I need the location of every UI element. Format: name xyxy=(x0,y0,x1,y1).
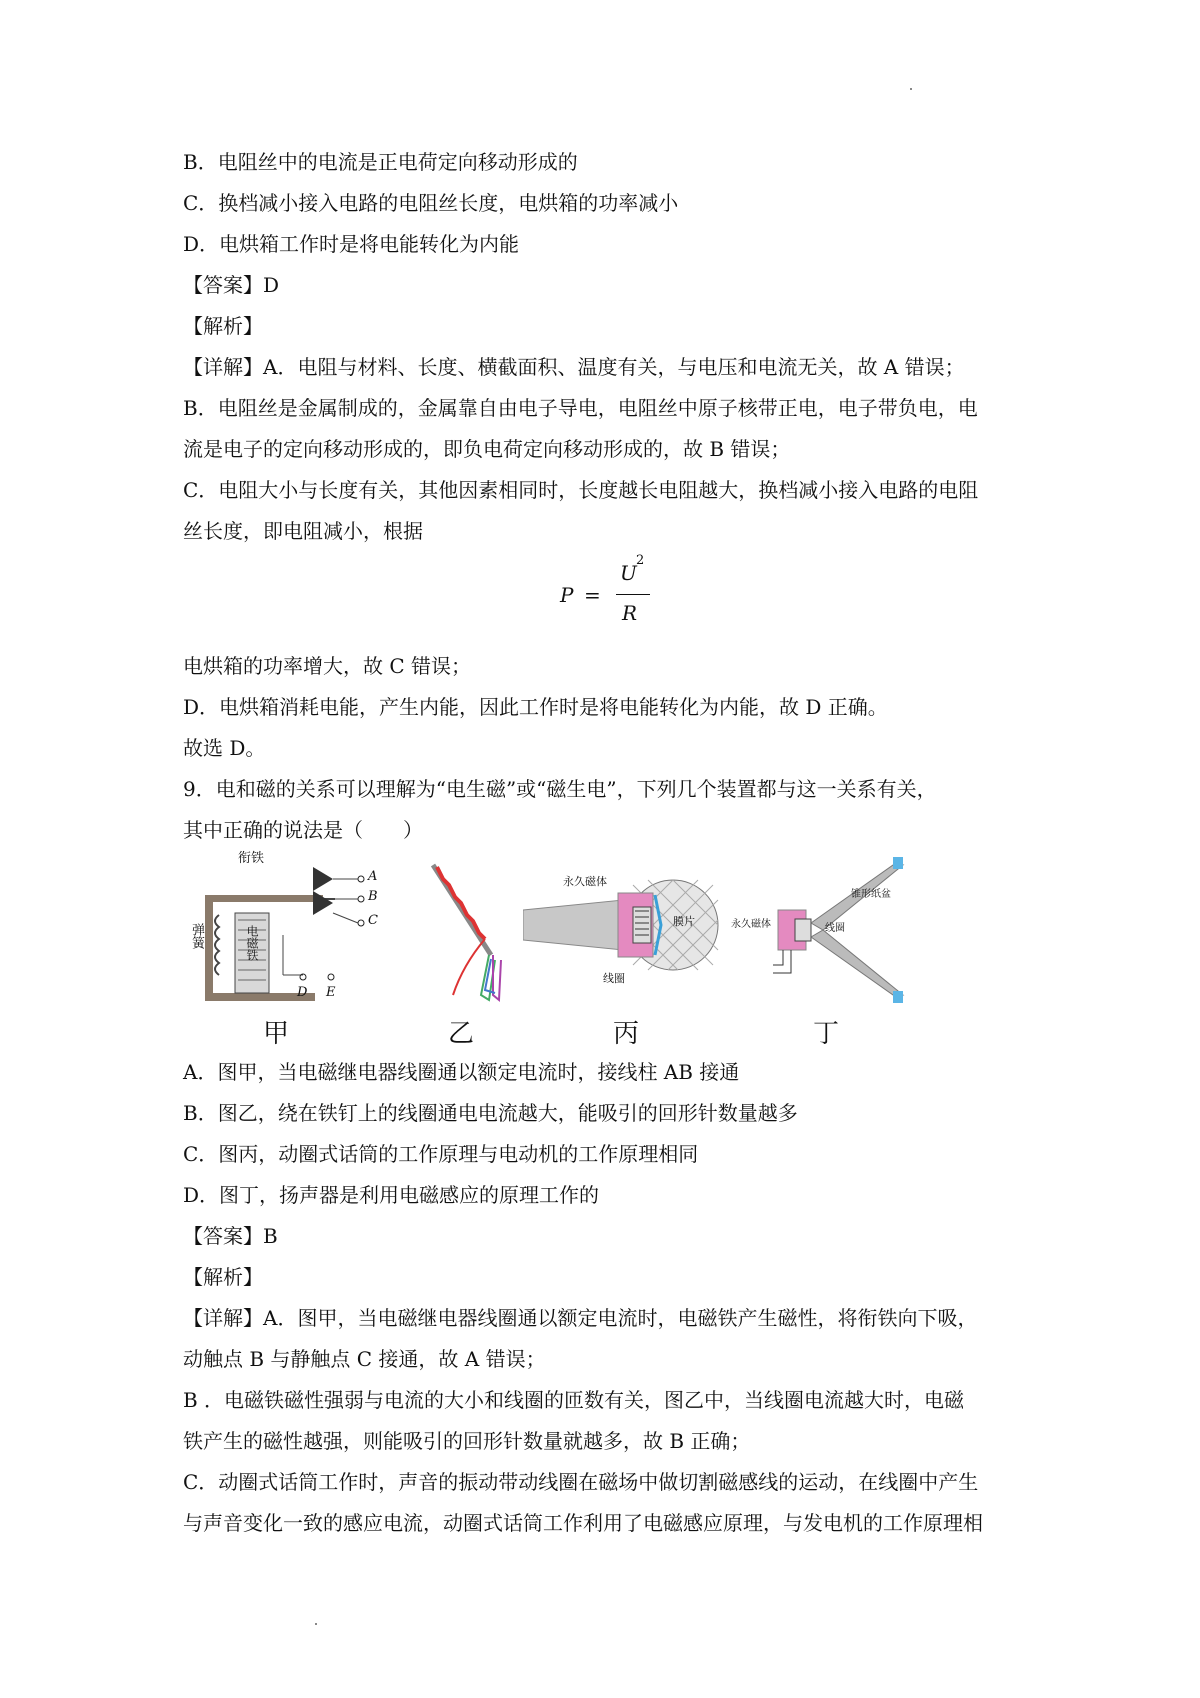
figure-speaker xyxy=(731,855,923,1049)
label-speaker-coil: 线圈 xyxy=(825,923,845,934)
text-line: 动触点 B 与静触点 C 接通，故 A 错误； xyxy=(183,1347,546,1371)
caption-yi: 乙 xyxy=(448,1019,475,1049)
text-line: B．图乙，绕在铁钉上的线圈通电电流越大，能吸引的回形针数量越多 xyxy=(183,1101,798,1125)
text-line: 【答案】D xyxy=(183,273,280,297)
terminal-a: A xyxy=(368,869,378,884)
scan-dot xyxy=(910,88,912,90)
text-line: C．动圈式话筒工作时，声音的振动带动线圈在磁场中做切割磁感线的运动，在线圈中产生 xyxy=(183,1470,979,1494)
formula-equals: = xyxy=(584,583,601,607)
label-coil: 线圈 xyxy=(603,972,625,985)
figure-relay xyxy=(183,851,403,1049)
text-line: 【答案】B xyxy=(183,1224,278,1248)
figure-microphone xyxy=(523,855,723,1049)
text-line: 与声音变化一致的感应电流，动圈式话筒工作利用了电磁感应原理，与发电机的工作原理相 xyxy=(183,1511,983,1535)
formula-lhs: P xyxy=(560,583,574,607)
text-line: C．图丙，动圈式话筒的工作原理与电动机的工作原理相同 xyxy=(183,1142,699,1166)
text-line: 流是电子的定向移动形成的，即负电荷定向移动形成的，故 B 错误； xyxy=(183,437,791,461)
text-line: C．电阻大小与长度有关，其他因素相同时，长度越长电阻越大，换档减小接入电路的电阻 xyxy=(183,478,979,502)
formula-denominator: R xyxy=(622,601,638,625)
formula-exponent: 2 xyxy=(636,553,645,568)
text-line: 【解析】 xyxy=(183,314,263,338)
fraction-bar xyxy=(616,594,650,595)
label-permanent-magnet: 永久磁体 xyxy=(563,875,607,888)
text-line: D．电烘箱消耗电能，产生内能，因此工作时是将电能转化为内能，故 D 正确。 xyxy=(183,695,888,719)
text-line: A．图甲，当电磁继电器线圈通以额定电流时，接线柱 AB 接通 xyxy=(183,1060,740,1084)
text-line: C．换档减小接入电路的电阻丝长度，电烘箱的功率减小 xyxy=(183,191,679,215)
text-line: 【解析】 xyxy=(183,1265,263,1289)
label-armature: 衔铁 xyxy=(238,851,265,866)
text-line: 【详解】A．图甲，当电磁继电器线圈通以额定电流时，电磁铁产生磁性，将衔铁向下吸， xyxy=(183,1306,978,1330)
text-line: 【详解】A．电阻与材料、长度、横截面积、温度有关，与电压和电流无关，故 A 错误； xyxy=(183,355,965,379)
text-line: B ．电磁铁磁性强弱与电流的大小和线圈的匝数有关，图乙中，当线圈电流越大时，电磁 xyxy=(183,1388,965,1412)
label-spring: 弹簧 xyxy=(189,923,204,949)
terminal-e: E xyxy=(326,985,336,1000)
terminal-b: B xyxy=(368,889,378,904)
text-line: 故选 D。 xyxy=(183,736,266,760)
formula-numerator: U xyxy=(620,561,637,585)
text-line: 丝长度，即电阻减小，根据 xyxy=(183,519,423,543)
label-diaphragm: 膜片 xyxy=(673,915,695,928)
text-line: 其中正确的说法是（ ） xyxy=(183,818,423,842)
text-line: 电烘箱的功率增大，故 C 错误； xyxy=(183,654,472,678)
text-line: 9．电和磁的关系可以理解为“电生磁”或“磁生电”，下列几个装置都与这一关系有关， xyxy=(183,777,937,801)
label-magnet: 电磁铁 xyxy=(245,925,259,961)
caption-ding: 丁 xyxy=(813,1019,840,1049)
scan-dot xyxy=(315,1623,317,1625)
nail-drawing xyxy=(423,855,513,1005)
caption-jia: 甲 xyxy=(263,1019,290,1049)
text-line: 铁产生的磁性越强，则能吸引的回形针数量就越多，故 B 正确； xyxy=(183,1429,751,1453)
question-9-figures xyxy=(183,851,983,1049)
label-speaker-magnet: 永久磁体 xyxy=(731,919,771,930)
figure-nail xyxy=(423,855,513,1049)
terminal-d: D xyxy=(297,985,308,1000)
terminal-c: C xyxy=(368,913,378,928)
label-cone: 锥形纸盆 xyxy=(851,889,891,900)
text-line: B．电阻丝中的电流是正电荷定向移动形成的 xyxy=(183,150,578,174)
text-line: D．图丁，扬声器是利用电磁感应的原理工作的 xyxy=(183,1183,600,1207)
caption-bing: 丙 xyxy=(613,1019,640,1049)
text-line: B．电阻丝是金属制成的，金属靠自由电子导电，电阻丝中原子核带正电，电子带负电，电 xyxy=(183,396,978,420)
text-line: D．电烘箱工作时是将电能转化为内能 xyxy=(183,232,520,256)
power-formula xyxy=(560,553,670,633)
